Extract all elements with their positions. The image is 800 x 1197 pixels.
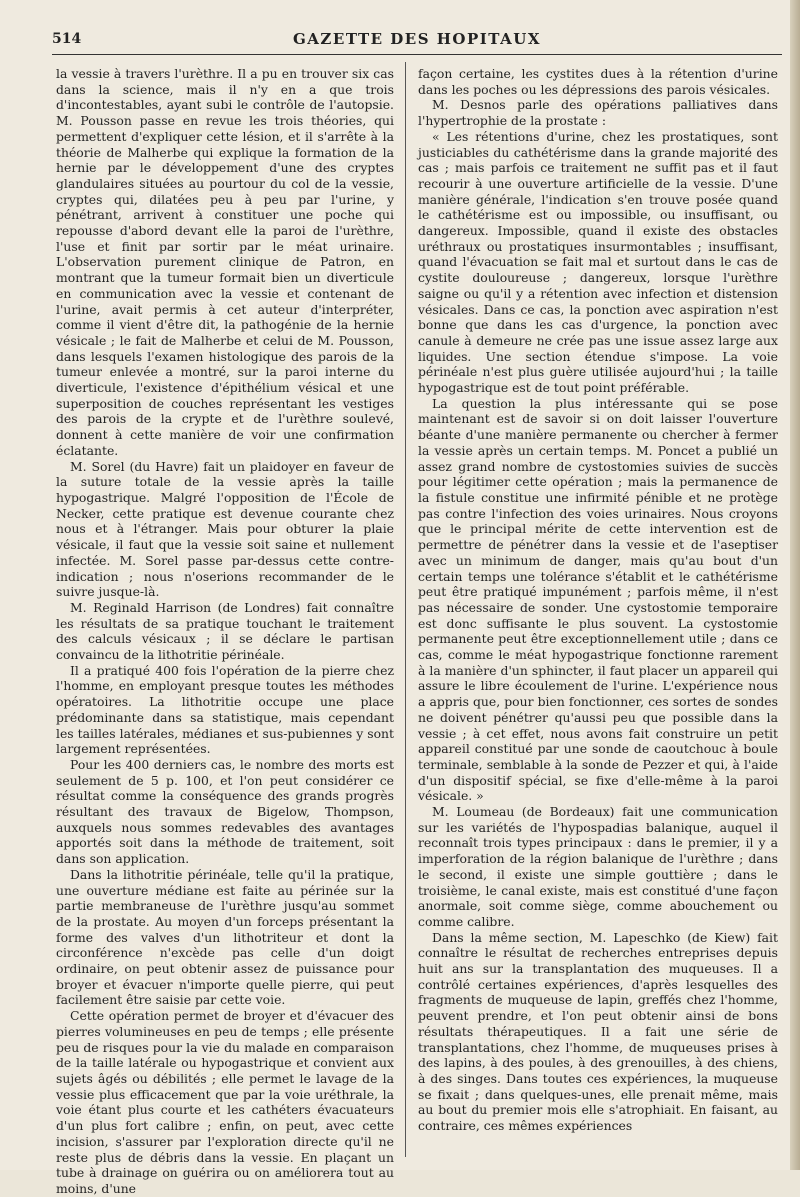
paragraph: M. Desnos parle des opérations palliatives dans l'hypertrophie de la prostate : [418, 97, 778, 129]
paragraph: Cette opération permet de broyer et d'évacuer des pierres volumineuses en peu de temps ; elle présente peu de risques pour la vie du malade en comparaison de la taille latérale ou hypogastrique et convient aux sujets âgés ou débilités ; elle permet le lavage de la vessie plus efficacement que par la voie uréthrale, la voie étant plus courte et les cathéters évacuateurs d'un plus fort calibre ; enfin, on peut, avec cette incision, s'assurer par l'exploration directe qu'il ne reste plus de débris dans la vessie. En plaçant un tube à drainage on guérira ou on améliorera tout au moins, d'une [56, 1008, 394, 1196]
journal-title: GAZETTE DES HOPITAUX [292, 30, 541, 48]
paragraph: M. Sorel (du Havre) fait un plaidoyer en faveur de la suture totale de la vessie après la taille hypogastrique. Malgré l'opposition de l'École de Necker, cette pratique est devenue courante chez nous et à l'étranger. Mais pour obturer la plaie vésicale, il faut que la vessie soit saine et nullement infectée. M. Sorel passe par-dessus cette contre-indication ; nous n'oserions recommander de le suivre jusque-là. [56, 458, 394, 600]
page-number: 514 [52, 31, 82, 47]
paragraph: M. Reginald Harrison (de Londres) fait connaître les résultats de sa pratique touchant le traitement des calculs vésicaux ; il se déclare le partisan convaincu de la lithotritie périnéale. [56, 599, 394, 663]
paragraph: La question la plus intéressante qui se pose maintenant est de savoir si on doit laisser l'ouverture béante d'une manière permanente ou chercher à fermer la vessie après un certain temps. M. Poncet a publié un assez grand nombre de cystostomies suivies de succès pour légitimer cette opération ; mais la permanence de la fistule constitue une infirmité pénible et ne protège pas contre l'infection des voies urinaires. Nous croyons que le principal mérite de cette intervention est de permettre de pénétrer dans la vessie et de l'aseptiser avec un minimum de danger, mais qu'au bout d'un certain temps une tolérance s'établit et le cathétérisme peut être pratiqué impunément ; parfois même, il n'est pas nécessaire de sonder. Une cystostomie temporaire est donc suffisante le plus souvent. La cystostomie permanente peut être exceptionnellement utile ; dans ce cas, comme le méat hypogastrique fonctionne rarement à la manière d'un sphincter, il faut placer un appareil qui assure le libre écoulement de l'urine. L'expérience nous a appris que, pour bien fonctionner, ces sortes de sondes ne doivent pénétrer qu'aussi peu que possible dans la vessie ; à cet effet, nous avons fait construire un petit appareil constitué par une sonde de caoutchouc à boule terminale, semblable à la sonde de Pezzer et qui, à l'aide d'un dispositif spécial, se fixe d'elle-même à la paroi vésicale. » [418, 395, 778, 804]
paragraph: façon certaine, les cystites dues à la rétention d'urine dans les poches ou les dépressions des parois vésicales. [418, 66, 778, 97]
right-column [418, 66, 778, 1156]
paragraph: Il a pratiqué 400 fois l'opération de la pierre chez l'homme, en employant presque toutes les méthodes opératoires. La lithotritie occupe une place prédominante dans sa statistique, mais cependant les tailles latérales, médianes et sus-pubiennes y sont largement représentées. [56, 662, 394, 757]
paragraph: Dans la même section, M. Lapeschko (de Kiew) fait connaître le résultat de recherches entreprises depuis huit ans sur la transplantation des muqueuses. Il a contrôlé certaines expériences, d'après lesquelles des fragments de muqueuse de lapin, greffés chez l'homme, peuvent prendre, et l'on peut obtenir ainsi de bons résultats thérapeutiques. Il a fait une série de transplantations, chez l'homme, de muqueuses prises à des lapins, à des poules, à des grenouilles, à des chiens, à des singes. Dans toutes ces expériences, la muqueuse se fixait ; dans quelques-unes, elle prenait même, mais au bout du premier mois elle s'atrophiait. En faisant, au contraire, ces mêmes expériences [418, 929, 778, 1134]
left-column [56, 66, 394, 1196]
page-header [52, 24, 782, 55]
paragraph: Pour les 400 derniers cas, le nombre des morts est seulement de 5 p. 100, et l'on peut considérer ce résultat comme la conséquence des grands progrès résultant des travaux de Bigelow, Thompson, auxquels nous sommes redevables des avantages apportés soit dans la méthode de traitement, soit dans son application. [56, 756, 394, 867]
paragraph: M. Loumeau (de Bordeaux) fait une communication sur les variétés de l'hypospadias balanique, auquel il reconnaît trois types principaux : dans le premier, il y a imperforation de la région balanique de l'urèthre ; dans le second, il existe une simple gouttière ; dans le troisième, le canal existe, mais est constitué d'une façon anormale, soit comme siège, comme abouchement ou comme calibre. [418, 804, 778, 929]
column-divider [405, 62, 406, 1157]
paragraph: Dans la lithotritie périnéale, telle qu'il la pratique, une ouverture médiane est faite au périnée sur la partie membraneuse de l'urèthre jusqu'au sommet de la prostate. Au moyen d'un forceps présentant la forme des valves d'un lithotriteur et dont la circonférence n'excède pas celle d'un doigt ordinaire, on peut obtenir assez de puissance pour broyer et évacuer n'importe quelle pierre, qui peut facilement être saisie par cette voie. [56, 866, 394, 1008]
page-edge [790, 0, 800, 1170]
paragraph: la vessie à travers l'urèthre. Il a pu en trouver six cas dans la science, mais il n'y en a que trois d'incontestables, ayant subi le contrôle de l'autopsie. M. Pousson passe en revue les trois théories, qui permettent d'expliquer cette lésion, et il s'arrête à la théorie de Malherbe qui explique la formation de la hernie par le développement d'une des cryptes glandulaires situées au pourtour du col de la vessie, cryptes qui, dilatées peu à peu par l'urine, y pénétrant, arrivent à constituer une poche qui repousse d'abord devant elle la paroi de l'urèthre, l'use et finit par sortir par le méat urinaire. L'observation purement clinique de Patron, en montrant que la tumeur formait bien un diverticule en communication avec la vessie et contenant de l'urine, avait permis à cet auteur d'interpréter, comme il vient d'être dit, la pathogénie de la hernie vésicale ; le fait de Malherbe et celui de M. Pousson, dans lesquels l'examen histologique des parois de la tumeur enlevée a montré, sur la paroi interne du diverticule, l'existence d'épithélium vésical et une superposition de couches représentant les vestiges des parois de la crypte et de l'urèthre soulevé, donnent à cette manière de voir une confirmation éclatante. [56, 66, 394, 458]
paragraph: « Les rétentions d'urine, chez les prostatiques, sont justiciables du cathétérisme dans la grande majorité des cas ; mais parfois ce traitement ne suffit pas et il faut recourir à une ouverture artificielle de la vessie. D'une manière générale, l'indication s'en trouve posée quand le cathétérisme est ou impossible, ou insuffisant, ou dangereux. Impossible, quand il existe des obstacles uréthraux ou prostatiques insurmontables ; insuffisant, quand l'évacuation se fait mal et surtout dans le cas de cystite douloureuse ; dangereux, lorsque l'urèthre saigne ou qu'il y a rétention avec infection et distension vésicales. Dans ce cas, la ponction avec aspiration n'est bonne que dans les cas d'urgence, la ponction avec canule à demeure ne crée pas une issue assez large aux liquides. Une section étendue s'impose. La voie périnéale n'est plus guère utilisée aujourd'hui ; la taille hypogastrique est de tout point préférable. [418, 128, 778, 396]
